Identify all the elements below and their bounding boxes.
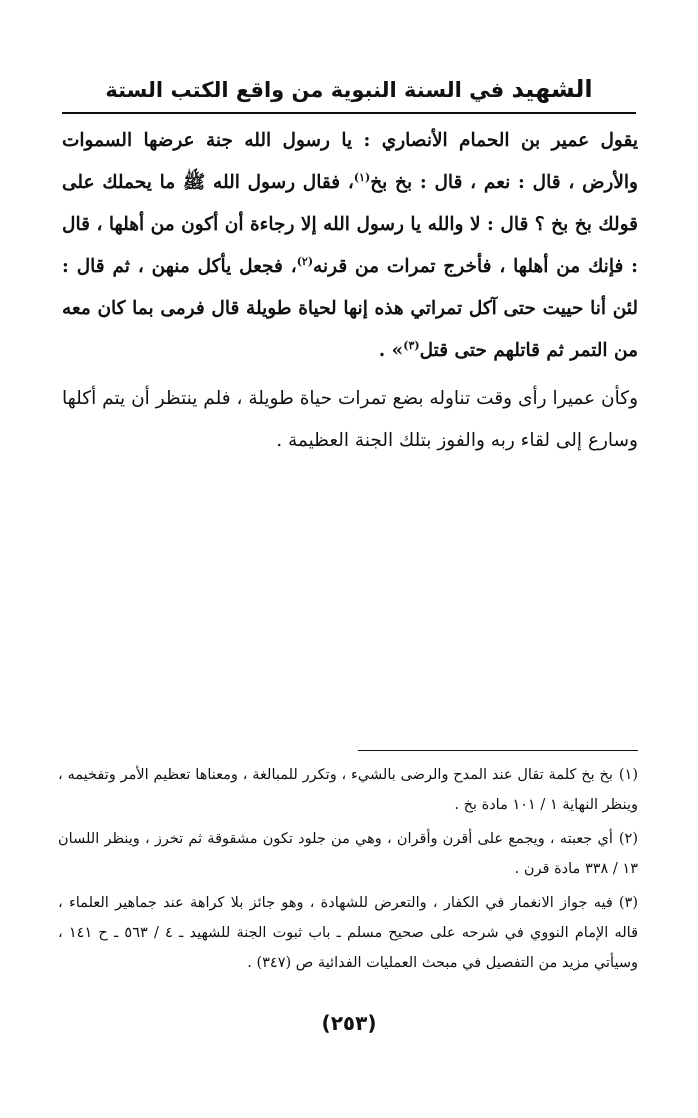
page-number: (٢٥٣) — [321, 1011, 377, 1035]
paragraph-hadith-part-b: ، فقال رسول الله ﷺ ما يحملك على قولك بخ بخ ؟ قال : لا والله يا رسول الله إلا رجاءة أن أكون من أهلها ، قال : فإنك من أهلها ، فأخرج تمرات من قرنه — [62, 172, 638, 277]
footnote-2-number: (٢) — [618, 831, 638, 847]
footnote-1-text: بخ بخ كلمة تقال عند المدح والرضى بالشيء ، وتكرر للمبالغة ، ومعناها تعظيم الأمر وتفخيمه ، وينظر النهاية ١ / ١٠١ مادة بخ . — [58, 767, 638, 813]
footnote-2 — [58, 824, 638, 884]
paragraph-hadith-part-a: يقول عمير بن الحمام الأنصاري : يا رسول الله جنة عرضها السموات والأرض ، قال : نعم ، قال : بخ بخ — [62, 130, 638, 193]
footnote-ref-3: (٣) — [403, 338, 420, 352]
header-title-rest: في السنة النبوية من واقع الكتب الستة — [105, 78, 512, 102]
footnote-2-text: أي جعبته ، ويجمع على أقرن وأقران ، وهي من جلود تكون مشقوقة ثم تخرز ، وينظر اللسان ١٣ / ٣٣٨ مادة قرن . — [58, 831, 638, 877]
footnote-divider — [358, 750, 638, 751]
paragraph-hadith-part-c: ، فجعل يأكل منهن ، ثم قال : لئن أنا حييت حتى آكل تمراتي هذه إنها لحياة طويلة قال فرمى بما كان معه من التمر ثم قاتلهم حتى قتل — [62, 256, 638, 361]
footnotes — [58, 760, 638, 982]
footnote-ref-1: (١) — [353, 170, 371, 184]
footnote-3 — [58, 888, 638, 978]
paragraph-commentary: وكأن عميرا رأى وقت تناوله بضع تمرات حياة طويلة ، فلم ينتظر أن يتم أكلها وسارع إلى لقاء ربه والفوز بتلك الجنة العظيمة . — [62, 388, 638, 451]
paragraph-hadith-part-d: » . — [378, 340, 404, 361]
footnote-3-text: فيه جواز الانغمار في الكفار ، والتعرض للشهادة ، وهو جائز بلا كراهة عند جماهير العلماء ، قاله الإمام النووي في شرحه على صحيح مسلم ـ باب ثبوت الجنة للشهيد ـ ٤ / ٥٦٣ ـ ح ١٤١ ، وسيأتي مزيد من التفصيل في مبحث العمليات الفدائية ص (٣٤٧) . — [58, 895, 638, 971]
footnote-1 — [58, 760, 638, 820]
footnote-1-number: (١) — [618, 767, 638, 783]
body-text — [62, 120, 638, 462]
header-title-emphasis: الشهيد — [511, 75, 593, 103]
running-header — [62, 72, 636, 114]
paragraph-hadith — [62, 120, 638, 372]
footnote-3-number: (٣) — [618, 895, 638, 911]
footnote-ref-2: (٢) — [296, 254, 314, 268]
